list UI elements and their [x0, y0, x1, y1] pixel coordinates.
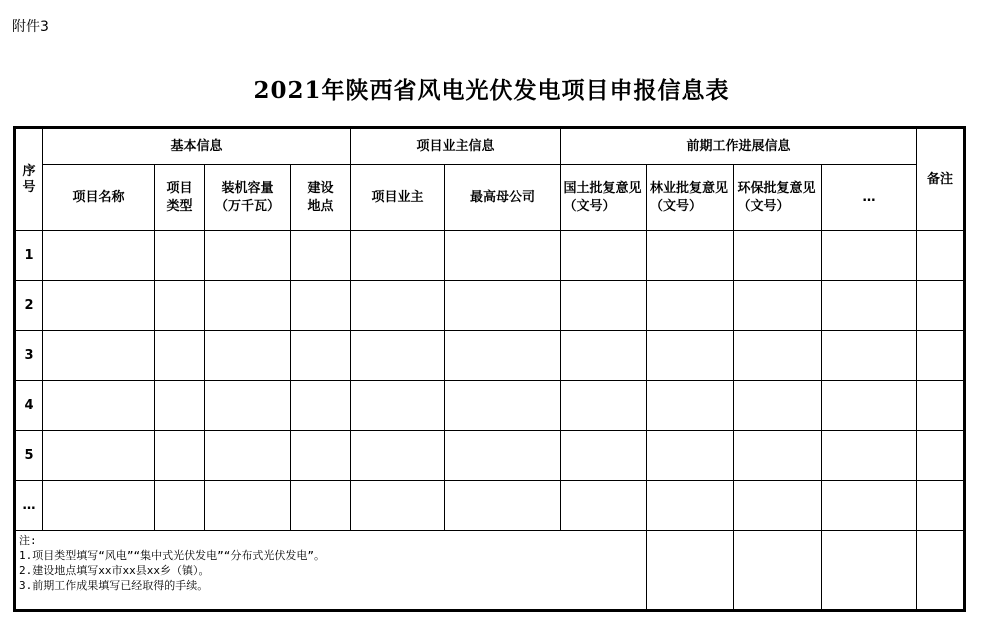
cell[interactable] [43, 331, 155, 381]
cell[interactable] [291, 481, 351, 531]
cell[interactable] [822, 381, 917, 431]
note-item: 1.项目类型填写“风电”“集中式光伏发电”“分布式光伏发电”。 [19, 549, 325, 562]
cell[interactable] [43, 281, 155, 331]
table-row [16, 231, 964, 281]
info-table [15, 128, 964, 610]
cell[interactable] [561, 431, 647, 481]
cell[interactable] [917, 281, 964, 331]
cell[interactable] [445, 481, 561, 531]
col-owner: 项目业主 [351, 165, 445, 231]
cell[interactable] [647, 481, 734, 531]
cell[interactable] [155, 331, 205, 381]
cell[interactable] [291, 231, 351, 281]
cell[interactable] [561, 481, 647, 531]
cell[interactable] [561, 331, 647, 381]
group-basic-info: 基本信息 [43, 129, 351, 165]
cell[interactable] [43, 481, 155, 531]
table-row [16, 281, 964, 331]
cell[interactable] [734, 431, 822, 481]
cell[interactable] [647, 281, 734, 331]
col-location: 建设地点 [291, 165, 351, 231]
cell[interactable] [155, 231, 205, 281]
cell[interactable] [445, 331, 561, 381]
cell[interactable] [43, 231, 155, 281]
col-project-type: 项目类型 [155, 165, 205, 231]
table-row [16, 381, 964, 431]
cell[interactable] [822, 281, 917, 331]
note-item: 3.前期工作成果填写已经取得的手续。 [19, 579, 209, 592]
cell[interactable] [445, 231, 561, 281]
cell[interactable] [917, 381, 964, 431]
cell[interactable] [734, 231, 822, 281]
seq-header: 序号 [16, 129, 43, 231]
cell[interactable] [205, 281, 291, 331]
col-parent-company: 最高母公司 [445, 165, 561, 231]
cell[interactable] [734, 281, 822, 331]
cell[interactable] [445, 431, 561, 481]
cell[interactable] [822, 431, 917, 481]
cell[interactable] [917, 431, 964, 481]
cell[interactable] [647, 381, 734, 431]
cell[interactable] [291, 281, 351, 331]
notes-cell [16, 531, 647, 610]
attachment-label: 附件3 [12, 19, 49, 35]
cell[interactable] [647, 231, 734, 281]
row-number: … [16, 481, 43, 531]
cell[interactable] [351, 231, 445, 281]
remark-header: 备注 [917, 129, 964, 231]
cell[interactable] [561, 381, 647, 431]
col-project-name: 项目名称 [43, 165, 155, 231]
cell[interactable] [43, 381, 155, 431]
cell[interactable] [205, 431, 291, 481]
cell[interactable] [734, 381, 822, 431]
cell[interactable] [155, 481, 205, 531]
cell[interactable] [351, 331, 445, 381]
table-row [16, 331, 964, 381]
cell[interactable] [445, 281, 561, 331]
page-title: 2021年陕西省风电光伏发电项目申报信息表 [253, 77, 730, 104]
cell[interactable] [561, 281, 647, 331]
note-item: 2.建设地点填写xx市xx县xx乡（镇）。 [19, 564, 210, 577]
cell[interactable] [822, 481, 917, 531]
cell[interactable] [351, 431, 445, 481]
notes-heading: 注: [19, 534, 37, 547]
row-number: 3 [16, 331, 43, 381]
col-land-approval: 国土批复意见（文号） [561, 165, 647, 231]
cell[interactable] [351, 281, 445, 331]
cell[interactable] [205, 381, 291, 431]
cell[interactable] [734, 481, 822, 531]
cell[interactable] [647, 531, 734, 610]
cell[interactable] [917, 531, 964, 610]
row-number: 1 [16, 231, 43, 281]
row-number: 5 [16, 431, 43, 481]
cell[interactable] [822, 231, 917, 281]
cell[interactable] [155, 281, 205, 331]
cell[interactable] [291, 331, 351, 381]
cell[interactable] [291, 431, 351, 481]
cell[interactable] [291, 381, 351, 431]
notes-row [16, 531, 964, 610]
cell[interactable] [917, 231, 964, 281]
cell[interactable] [917, 481, 964, 531]
cell[interactable] [43, 431, 155, 481]
cell[interactable] [205, 231, 291, 281]
col-env-approval: 环保批复意见（文号） [734, 165, 822, 231]
group-owner-info: 项目业主信息 [351, 129, 561, 165]
cell[interactable] [205, 331, 291, 381]
col-forestry-approval: 林业批复意见（文号） [647, 165, 734, 231]
cell[interactable] [647, 331, 734, 381]
row-number: 2 [16, 281, 43, 331]
cell[interactable] [155, 431, 205, 481]
col-capacity: 装机容量（万千瓦） [205, 165, 291, 231]
group-progress-info: 前期工作进展信息 [561, 129, 917, 165]
cell[interactable] [351, 381, 445, 431]
row-number: 4 [16, 381, 43, 431]
cell[interactable] [205, 481, 291, 531]
cell[interactable] [155, 381, 205, 431]
cell[interactable] [561, 231, 647, 281]
cell[interactable] [822, 331, 917, 381]
table-row [16, 481, 964, 531]
col-more: … [822, 165, 917, 231]
cell[interactable] [917, 331, 964, 381]
cell[interactable] [445, 381, 561, 431]
cell[interactable] [822, 531, 917, 610]
cell[interactable] [351, 481, 445, 531]
cell[interactable] [647, 431, 734, 481]
table-row [16, 431, 964, 481]
cell[interactable] [734, 331, 822, 381]
cell[interactable] [734, 531, 822, 610]
